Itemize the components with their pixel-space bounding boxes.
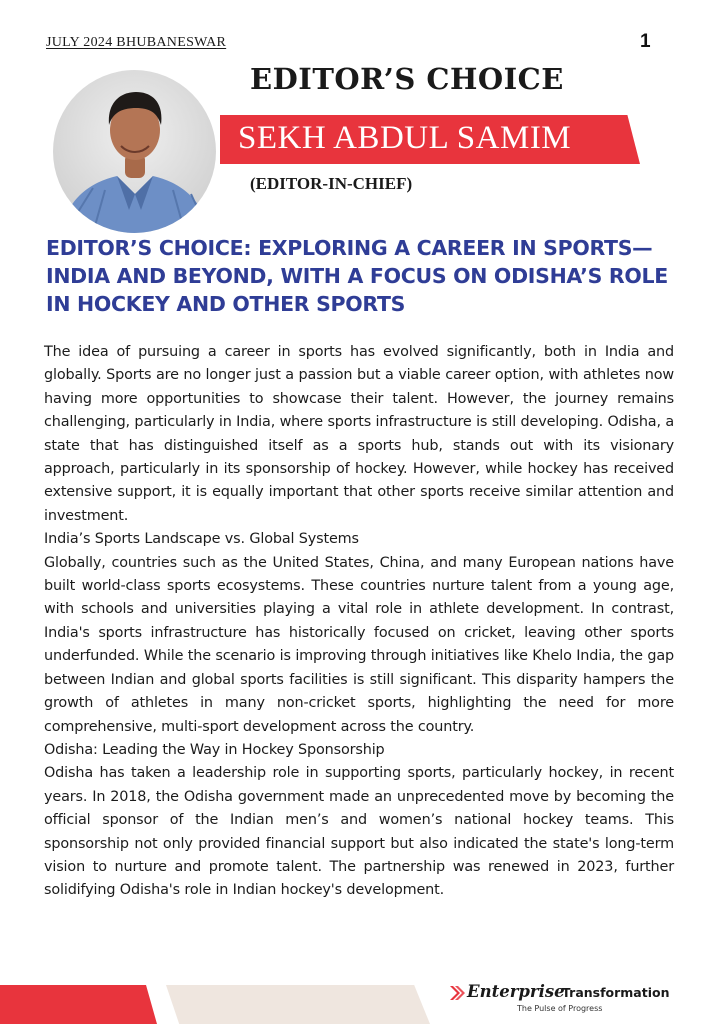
brand-tagline: The Pulse of Progress — [517, 1004, 603, 1013]
editor-role: (EDITOR-IN-CHIEF) — [250, 174, 413, 193]
article-paragraph: Globally, countries such as the United States, China, and many European nations have built world-class sports ecosystems. These countries nurture talent from a young age, with schools and universities playing a vital role in athlete development. In contrast, India's sports infrastructure has historically focused on cricket, leaving other sports underfunded. While the scenario is improving through initiatives like Khelo India, the gap between Indian and global sports facilities is still significant. This disparity hampers the growth of athletes in many non-cricket sports, highlighting the need for more comprehensive, multi-sport development across the country. — [44, 554, 674, 735]
editor-portrait — [53, 70, 216, 233]
editor-name: SEKH ABDUL SAMIM — [238, 120, 572, 156]
article-subheading: Odisha: Leading the Way in Hockey Sponsorship — [44, 741, 385, 758]
article-body — [44, 341, 674, 903]
brand-name-primary: Enterprise — [467, 982, 565, 1001]
article-subheading: India’s Sports Landscape vs. Global Systems — [44, 531, 359, 548]
double-chevron-logo-icon — [449, 985, 465, 1001]
brand-name-secondary: Transformation — [562, 985, 670, 1000]
issue-date-line: JULY 2024 BHUBANESWAR — [46, 35, 227, 50]
footer-red-band — [0, 985, 157, 1024]
footer-beige-band — [166, 985, 430, 1024]
article-headline: EDITOR’S CHOICE: EXPLORING A CAREER IN SPORTS—INDIA AND BEYOND, WITH A FOCUS ON ODISHA’S ROLE IN HOCKEY AND OTHER SPORTS — [46, 236, 668, 316]
page-number: 1 — [640, 31, 651, 52]
brand-logo — [449, 984, 675, 1016]
section-title: EDITOR’S CHOICE — [250, 62, 564, 96]
article-paragraph: Odisha has taken a leadership role in supporting sports, particularly hockey, in recent years. In 2018, the Odisha government made an unprecedented move by becoming the official sponsor of the Indian men’s and women’s national hockey teams. This sponsorship not only provided financial support but also indicated the state's long-term vision to nurture and promote talent. The partnership was renewed in 2023, further solidifying Odisha's role in Indian hockey's development. — [44, 765, 674, 899]
article-paragraph: The idea of pursuing a career in sports has evolved significantly, both in India and globally. Sports are no longer just a passion but a viable career option, with athletes now having more opportunities to showcase their talent. However, the journey remains challenging, particularly in India, where sports infrastructure is still developing. Odisha, a state that has distinguished itself as a sports hub, stands out with its visionary approach, particularly in its sponsorship of hockey. However, while hockey has received extensive support, it is equally important that other sports receive similar attention and investment. — [44, 344, 674, 524]
